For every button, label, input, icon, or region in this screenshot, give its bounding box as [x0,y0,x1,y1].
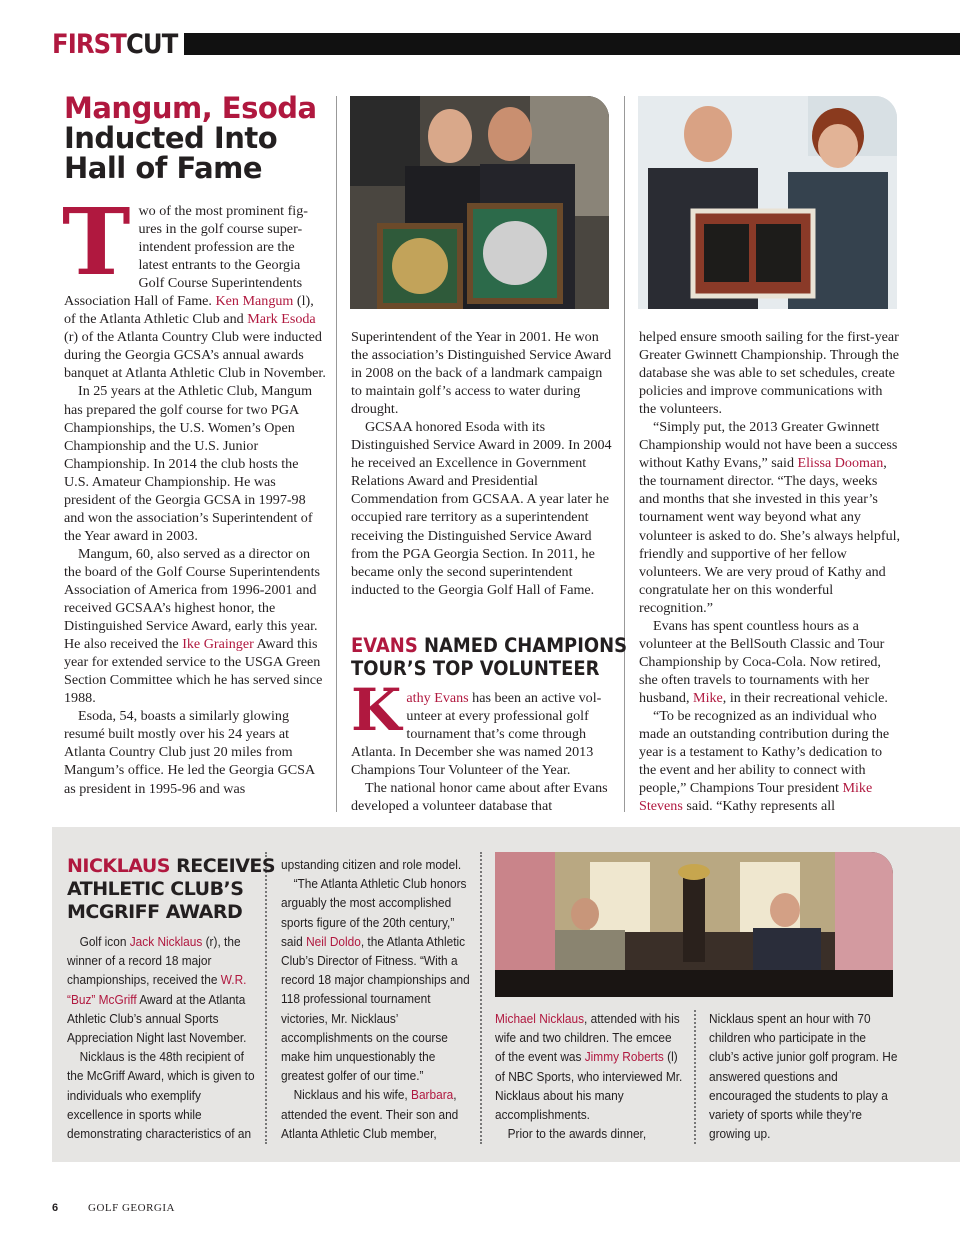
person-name: Mark Esoda [247,311,316,328]
main-headline [64,93,344,183]
paragraph: Atlanta. In December she was named 2013 Champions Tour Volunteer of the Year. [351,744,594,779]
photo-illustration [638,96,897,309]
text-run: (l), of the Atlanta Athletic Club and [64,293,314,328]
drop-cap: T [62,188,131,296]
paragraph [281,1085,470,1143]
drop-cap: K [351,676,402,744]
column-divider [624,96,625,812]
intro-line: tournament that’s come through [406,726,587,743]
headline-accent: NICKLAUS [67,855,170,877]
paragraph [639,707,901,815]
headline-text: NAMED CHAMPIONS [417,634,628,657]
paragraph: Nicklaus spent an hour with 70 children who participate in the club’s active junior golf program. He answered questions and encouraged the students to play a variety of sports while they’re growing up. [709,1011,898,1142]
paragraph [64,292,326,382]
paragraph: upstanding citizen and role model. [281,857,462,872]
evans-story-column-2 [639,328,901,815]
paragraph: Esoda, 54, boasts a similarly glowing resumé built mostly over his 24 years at Atlanta Country Club just 20 miles from Mangum’s office. He led the Georgia GCSA as president in 1995-96 and was [64,708,315,797]
intro-line: intendent profession are the [138,239,295,256]
section-title [52,30,177,60]
photo-mangum-esoda [350,96,609,309]
dotted-divider [694,1010,696,1144]
paragraph: Prior to the awards dinner, [507,1126,647,1142]
evans-headline-line-1 [351,634,627,657]
main-story-column-2 [351,328,613,599]
text-run: Mangum, 60, also served as a director on the board of the Golf Course Superintendents Association of America from 1996-2001 and received GCSAA’s highest honor, the Distinguished Service Award, early this year. He also received the [64,545,320,653]
text-run: , the Atlanta Athletic Club’s Director of Fitness. “With a record 18 major championships and 118 professional tournament victories, Mr. Nicklaus’ accomplishments on the course make him unquestionably the greatest golfer of our time.” [281,933,470,1084]
paragraph [281,874,470,1085]
main-story-column-1 [62,188,326,798]
person-name: Mike Stevens [639,780,873,815]
text-run: Association Hall of Fame. [64,293,216,310]
photo-kathy-evans [638,96,897,309]
page-number: 6 [52,1202,59,1214]
person-name: athy Evans [406,690,469,706]
text-run: , in their recreational vehicle. [722,689,888,706]
photo-nicklaus-interview [495,852,893,997]
paragraph [495,1009,684,1124]
photo-illustration [495,852,893,997]
person-name: Barbara [411,1087,454,1103]
paragraph: GCSAA honored Esoda with its Distinguished Service Award in 2009. In 2004 he received an Excellence in Government Relations Award and Presidential Commendation from GCSAA. A year later he occupied rare territory as a superintendent receiving the Distinguished Service Award from the PGA Georgia Section. In 2011, he became only the second superintendent inducted to the Georgia Golf Hall of Fame. [351,419,612,598]
paragraph [639,418,901,617]
dotted-divider [480,852,482,1144]
headline-line-1: Mangum, Esoda [64,91,317,125]
headline-text: RECEIVES [169,855,276,877]
text-run: (l) of NBC Sports, who interviewed Mr. Nicklaus about his many accomplishments. [495,1049,683,1123]
paragraph: helped ensure smooth sailing for the first-year Greater Gwinnett Championship. Through the database she was able to set schedules, create policies and improve communications with the volunteers. [639,329,900,418]
text-run: , attended with his wife and two children. The emcee of the event was [495,1011,680,1065]
paragraph: Superintendent of the Year in 2001. He won the association’s Distinguished Service Award in 2008 on the back of a landmark campaign to maintain golf’s access to water during drought. [351,329,612,418]
nicklaus-headline-line-2: ATHLETIC CLUB’S [67,878,244,900]
person-name: Elissa Dooman [797,455,884,472]
nicklaus-column-1 [67,932,256,1143]
text-run: , the tournament director. “The days, weeks and months that she invested in this year’s tournament went way beyond what any volunteer is asked to do. She’s always helpful, friendly and supportive of her fellow volunteers. We are very proud of Kathy and congratulate her on this wonderful recognition.” [639,455,901,616]
intro-line: latest entrants to the Georgia [138,257,301,274]
paragraph [64,545,326,707]
text-run: Golf icon [79,934,130,949]
text-run: Award at the Atlanta Athletic Club’s annual Sports Appreciation Night last November. [67,991,247,1046]
nicklaus-headline [67,855,275,924]
text-run: Award this year for extended service to the USGA Green Section Committee which he has served since 1988. [64,636,323,707]
text-run: “Simply put, the 2013 Greater Gwinnett Championship would not have been a success without Kathy Evans,” said [639,419,898,472]
paragraph: In 25 years at the Athletic Club, Mangum has prepared the golf course for two PGA Championships, the U.S. Women’s Open Championship and the U.S. Junior Championship. In 2014 the club hosts the U.S. Amateur Championship. He was president of the Georgia GCSA in 1997-98 and won the association’s Superintendent of the Year award in 2003. [64,383,313,544]
text-run: Nicklaus and his wife, [293,1087,412,1103]
nicklaus-column-3 [495,1009,684,1143]
person-name: Neil Doldo [306,933,361,949]
person-name: Ken Mangum [215,293,294,310]
section-title-cut: CUT [125,29,178,60]
section-title-first: FIRST [52,29,126,60]
intro-line: unteer at every professional golf [406,708,589,725]
evans-story-column-1 [351,676,613,815]
intro-line: ures in the golf course super- [138,221,303,238]
person-name: W.R. “Buz” McGriff [67,972,247,1007]
intro-line: Golf Course Superintendents [138,275,303,292]
nicklaus-headline-line-1 [67,855,275,878]
person-name: Michael Nicklaus [495,1011,585,1026]
nicklaus-column-2 [281,855,470,1143]
text-run: said. “Kathy represents all [682,798,836,815]
header-bar [184,33,960,55]
evans-headline-line-2: TOUR’S TOP VOLUNTEER [351,657,600,680]
paragraph: The national honor came about after Evans developed a volunteer database that [351,780,608,815]
intro-line: wo of the most prominent fig- [138,203,308,219]
person-name: Jack Nicklaus [129,934,203,949]
text-run: (r), the winner of a record 18 major championships, received the [67,934,241,988]
person-name: Mike [693,689,723,706]
text-run: “To be recognized as an individual who made an outstanding contribution during the year is a testament to Kathy’s dedication to the event and her ability to connect with people,” Champions Tour president [639,707,890,797]
headline-line-3: Hall of Fame [64,151,263,185]
magazine-name: GOLF GEORGIA [88,1202,175,1214]
paragraph: Nicklaus is the 48th recipient of the McGriff Award, which is given to individuals who exemplify excellence in sports while demonstrating characteristics of an [67,1049,255,1142]
text-run: , attended the event. Their son and Atlanta Athletic Club member, [281,1087,459,1141]
person-name: Jimmy Roberts [584,1049,664,1065]
nicklaus-column-4 [709,1009,898,1143]
headline-line-2: Inducted Into [64,121,278,155]
text-run: Evans has spent countless hours as a volunteer at the BellSouth Classic and Tour Championship by Coca-Cola. Now retired, she often travels to tournaments with her husband, [639,617,885,706]
person-name: Ike Grainger [182,636,254,653]
evans-headline [351,634,651,680]
paragraph [67,932,256,1047]
column-divider [336,96,337,812]
text-run: has been an active vol- [468,690,602,706]
text-run: “The Atlanta Athletic Club honors arguably the most accomplished sports figure of the 20th century,” said [281,876,467,949]
paragraph [639,617,901,707]
nicklaus-headline-line-3: MCGRIFF AWARD [67,901,243,923]
photo-illustration [350,96,609,309]
text-run: (r) of the Atlanta Country Club were inducted during the Georgia GCSA’s annual awards banquet at Atlanta Athletic Club in November. [64,329,326,382]
headline-accent: EVANS [351,634,418,657]
